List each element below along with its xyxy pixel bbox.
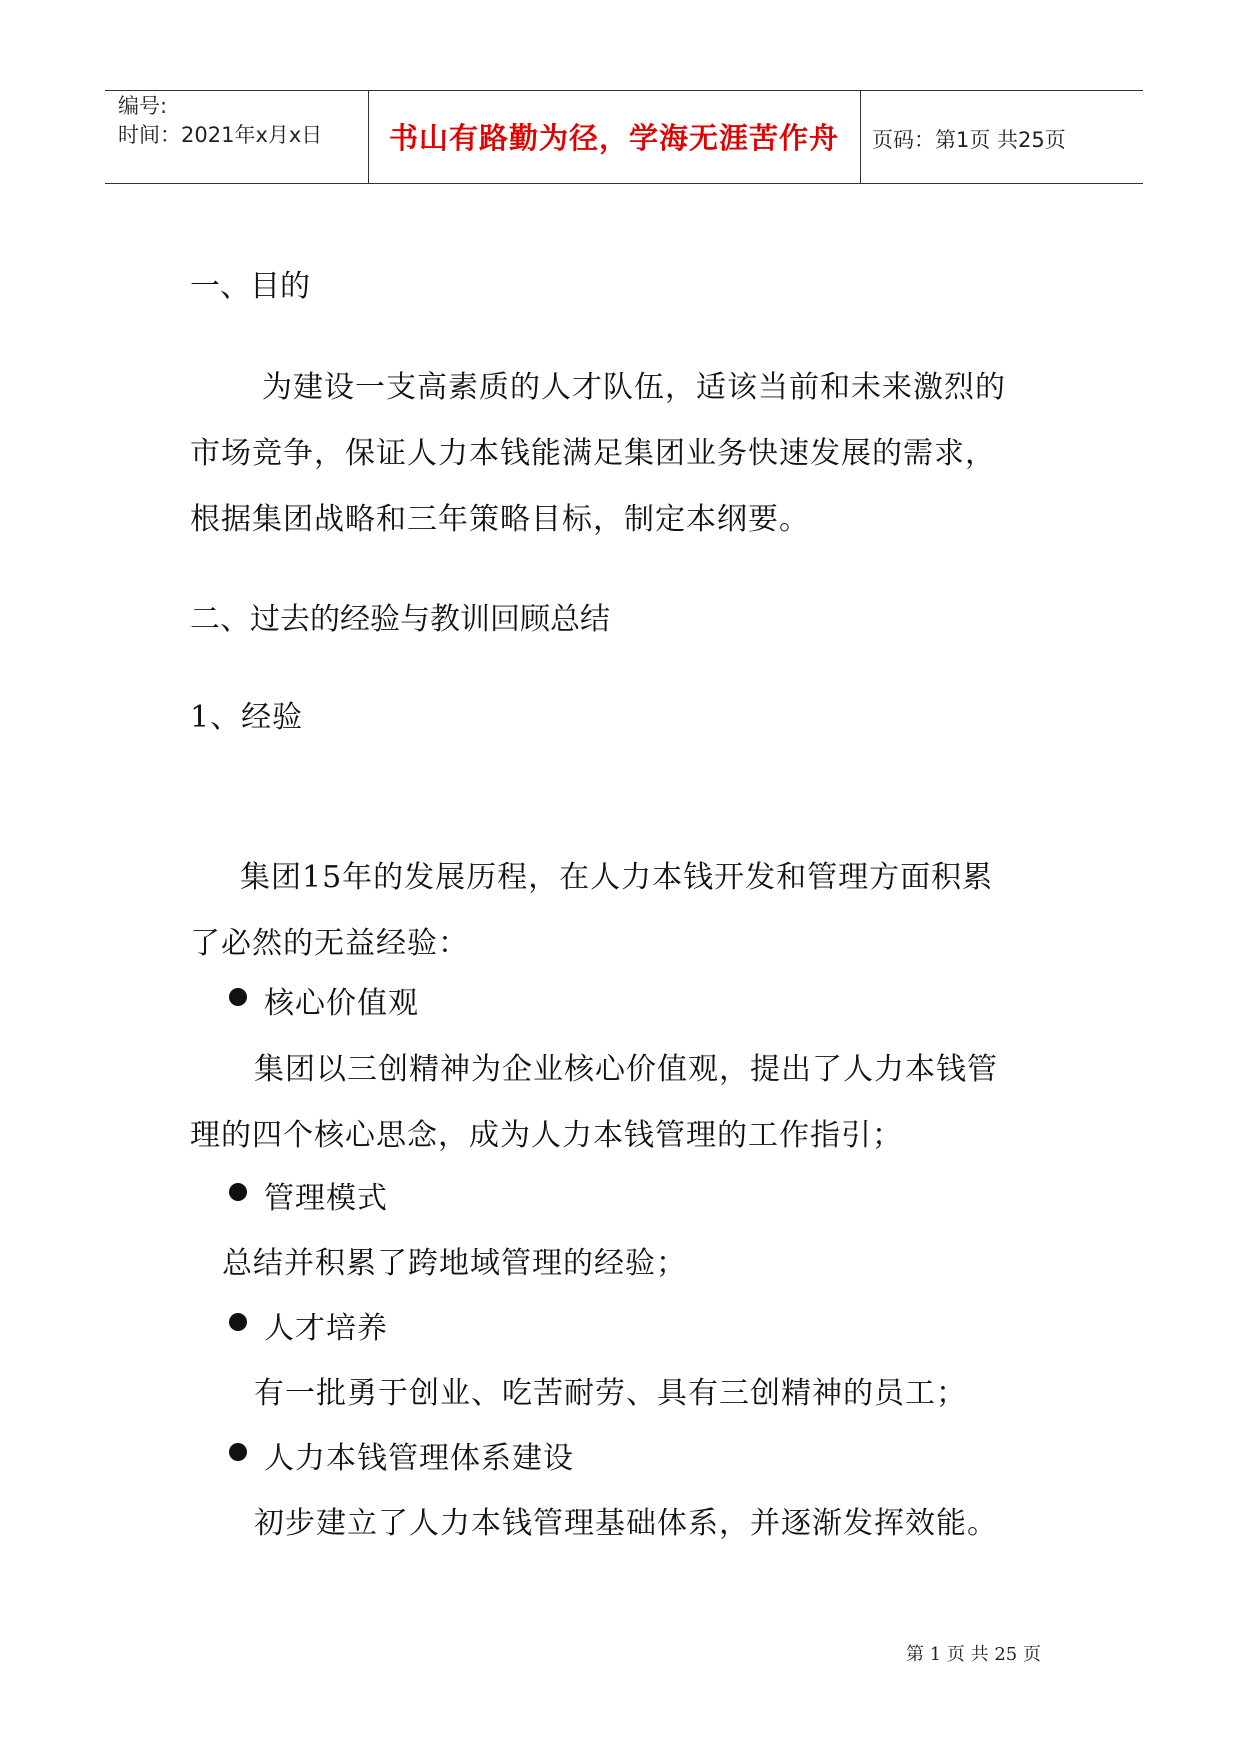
- bullet-4-line-1: 初步建立了人力本钱管理基础体系，并逐渐发挥效能。: [254, 1506, 998, 1541]
- bullet-dot-icon: [229, 1313, 247, 1331]
- header-meta: [118, 92, 322, 150]
- bullet-4-title: 人力本钱管理体系建设: [264, 1441, 574, 1476]
- bullet-1-title: 核心价值观: [264, 986, 419, 1021]
- bullet-dot-icon: [229, 988, 247, 1006]
- section-2-subtitle-experience: 1、经验: [190, 700, 304, 735]
- intro-line-2: 了必然的无益经验：: [190, 926, 469, 961]
- bullet-1-line-2: 理的四个核心思念，成为人力本钱管理的工作指引；: [190, 1118, 903, 1153]
- header-time-label: 时间：2021年x月x日: [118, 123, 323, 147]
- bullet-2-line-1: 总结并积累了跨地域管理的经验；: [222, 1246, 687, 1281]
- page-footer: 第 1 页 共 25 页: [906, 1644, 1041, 1665]
- bullet-1-line-1: 集团以三创精神为企业核心价值观，提出了人力本钱管: [254, 1052, 998, 1087]
- bullet-3-line-1: 有一批勇于创业、吃苦耐劳、具有三创精神的员工；: [254, 1376, 967, 1411]
- header-top-rule: [105, 90, 1143, 91]
- bullet-dot-icon: [229, 1443, 247, 1461]
- header-divider-right: [860, 90, 861, 183]
- intro-line-1: 集团15年的发展历程，在人力本钱开发和管理方面积累: [240, 860, 994, 895]
- header-number-label: 编号:: [118, 94, 168, 118]
- bullet-3-title: 人才培养: [264, 1311, 388, 1346]
- bullet-dot-icon: [229, 1183, 247, 1201]
- header-motto: 书山有路勤为径，学海无涯苦作舟: [388, 121, 839, 155]
- section-1-line-1: 为建设一支高素质的人才队伍，适该当前和未来激烈的: [262, 370, 1006, 405]
- section-1-line-3: 根据集团战略和三年策略目标，制定本纲要。: [190, 502, 810, 537]
- section-2-title: 二、过去的经验与教训回顾总结: [190, 602, 610, 637]
- bullet-2-title: 管理模式: [264, 1181, 388, 1216]
- section-1-line-2: 市场竞争，保证人力本钱能满足集团业务快速发展的需求，: [190, 436, 996, 471]
- header-divider-left: [368, 90, 369, 183]
- header-bottom-rule: [105, 183, 1143, 184]
- header-page-info: 页码：第1页 共25页: [872, 128, 1066, 152]
- section-1-title: 一、目的: [190, 269, 310, 304]
